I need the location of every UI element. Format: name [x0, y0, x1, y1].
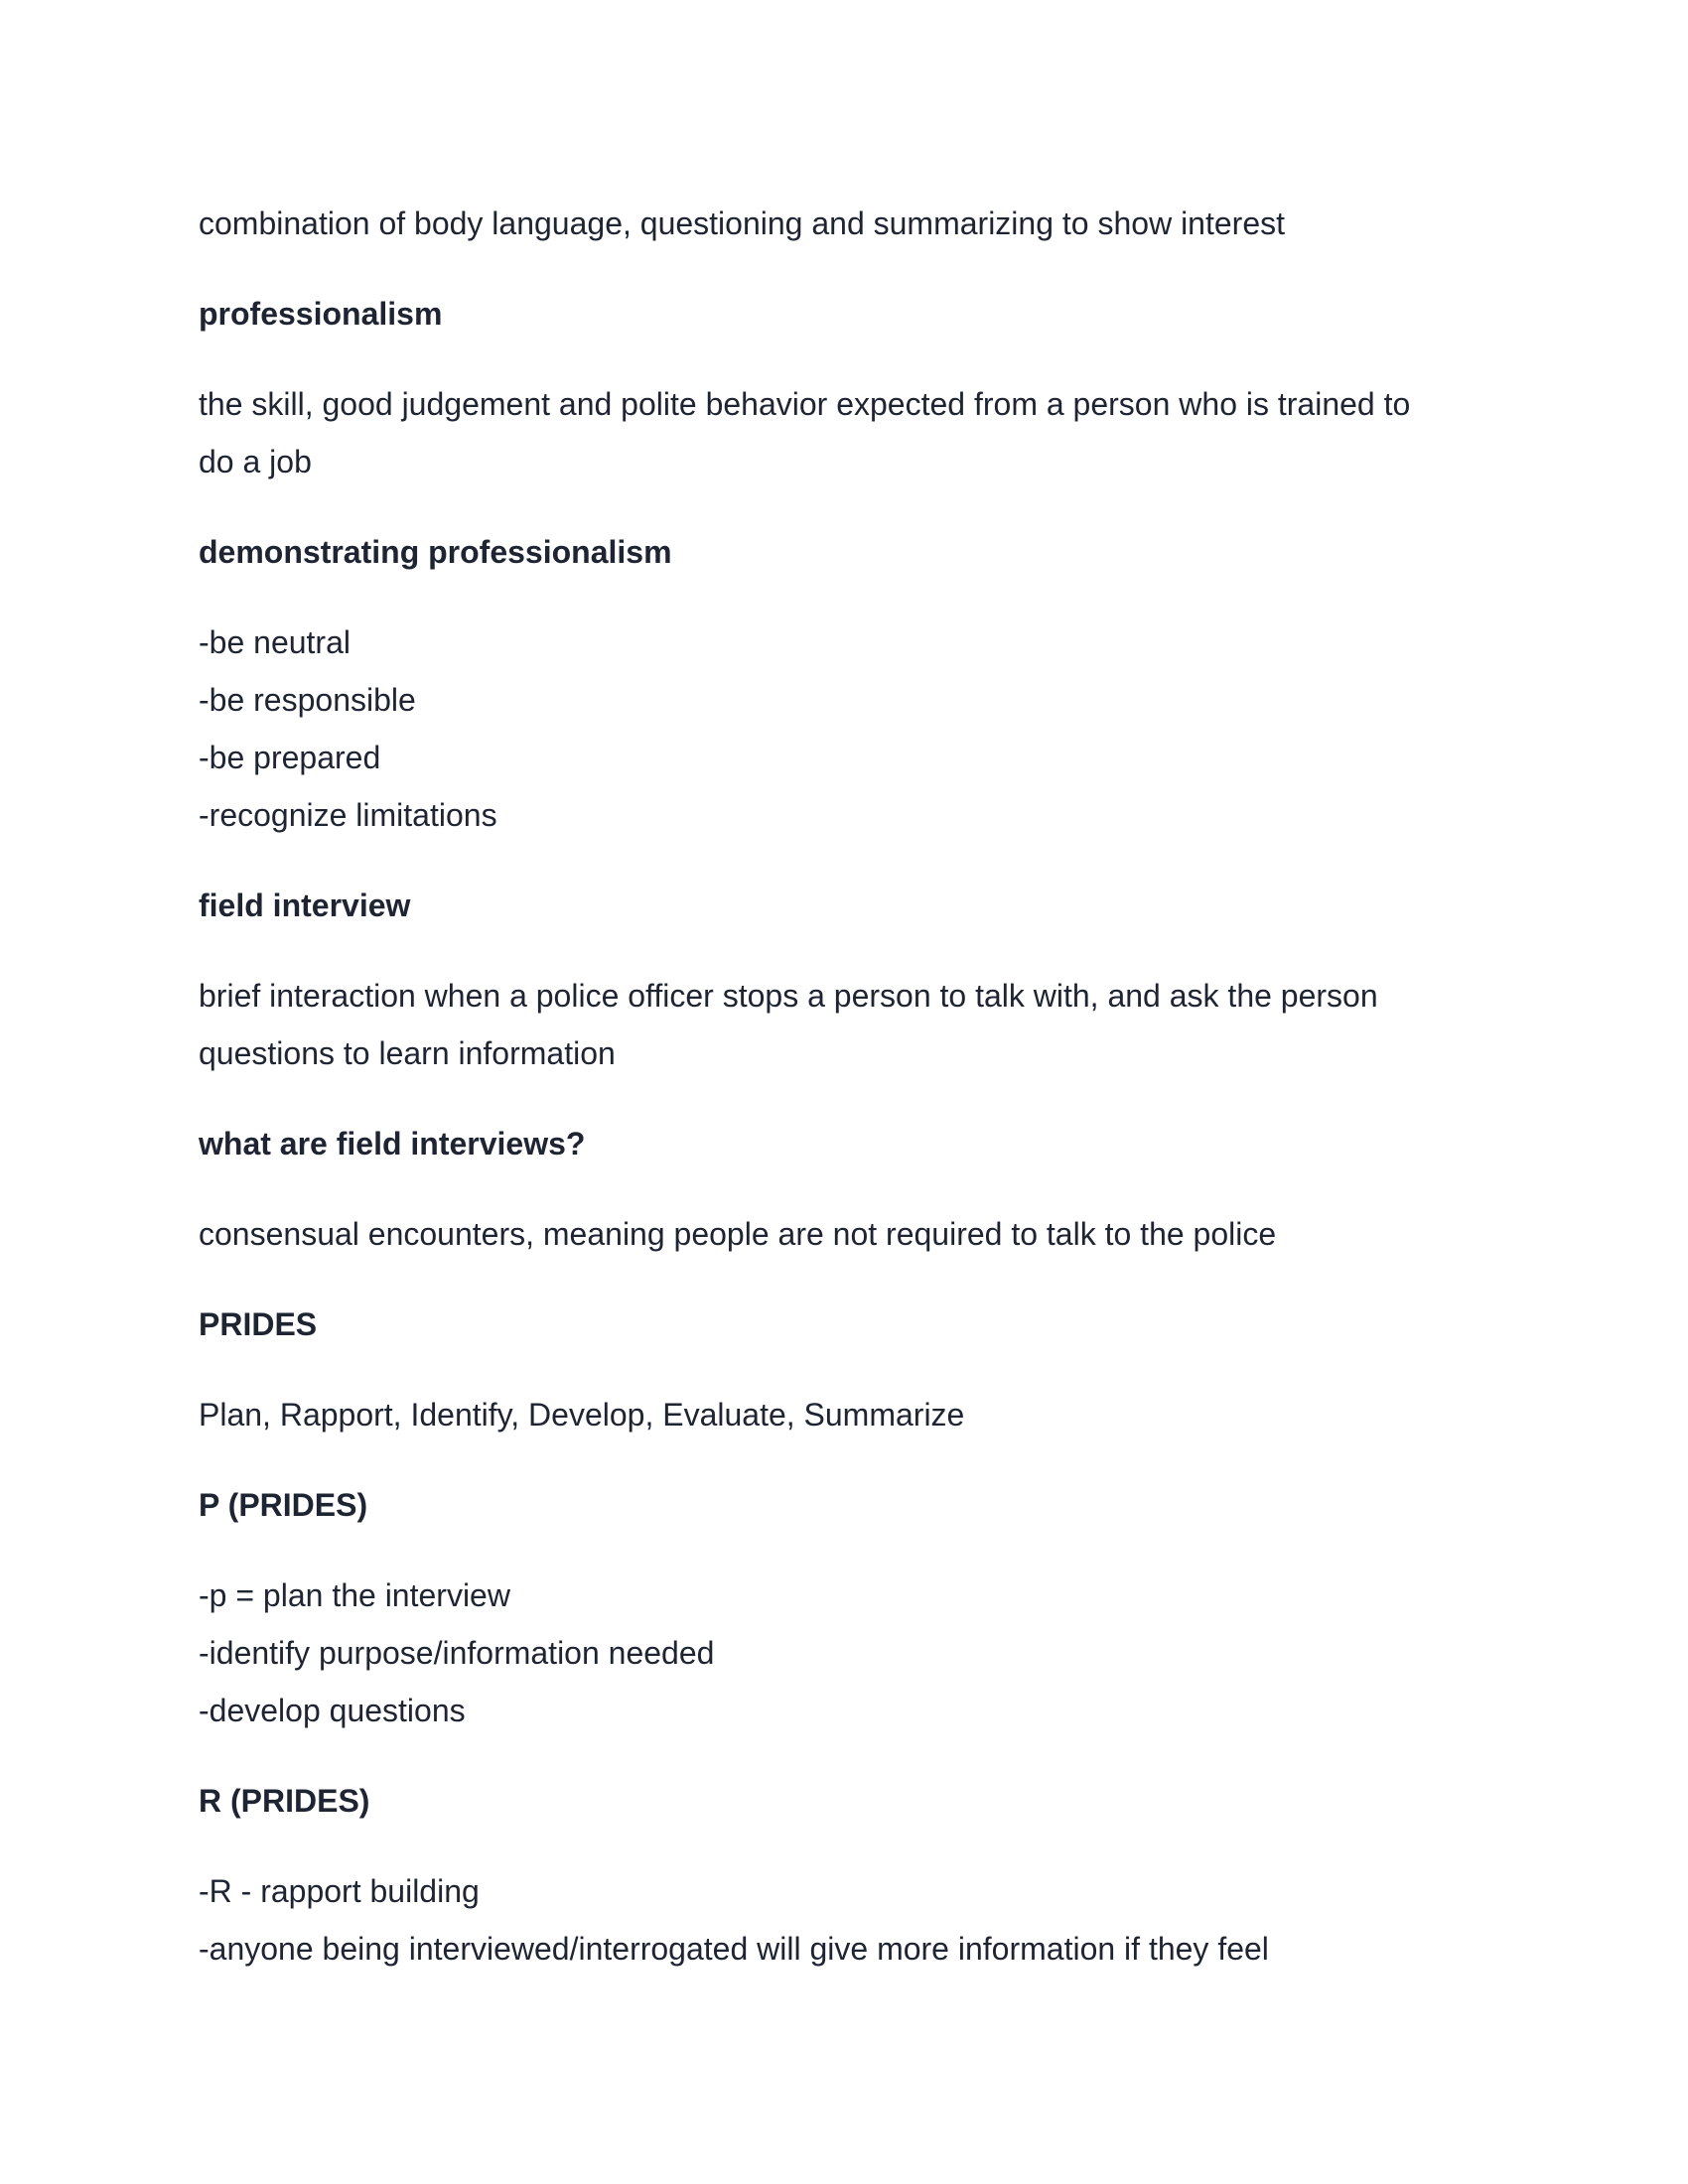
definition-line: -p = plan the interview [199, 1577, 510, 1613]
definition-block [199, 1567, 1489, 1739]
definition-line: -be responsible [199, 682, 416, 718]
definition-line: do a job [199, 444, 312, 479]
term-heading: R (PRIDES) [199, 1783, 370, 1819]
definition-block [199, 195, 1489, 252]
definition-line: combination of body language, questioning and summarizing to show interest [199, 205, 1285, 241]
definition-line: -R - rapport building [199, 1873, 480, 1909]
definition-line: consensual encounters, meaning people are not required to talk to the police [199, 1216, 1277, 1252]
definition-block [199, 1205, 1489, 1263]
term-heading: demonstrating professionalism [199, 534, 672, 570]
definition-block [199, 1386, 1489, 1443]
definition-line: brief interaction when a police officer stops a person to talk with, and ask the person [199, 978, 1378, 1014]
term-heading: P (PRIDES) [199, 1487, 368, 1523]
definition-line: -be neutral [199, 624, 351, 660]
definition-line: -develop questions [199, 1693, 466, 1728]
definition-line: -be prepared [199, 740, 381, 775]
term-heading: what are field interviews? [199, 1126, 586, 1161]
definition-line: questions to learn information [199, 1035, 616, 1071]
definition-line: -recognize limitations [199, 797, 497, 833]
flashcard-content [199, 195, 1489, 2010]
definition-block [199, 1862, 1489, 1978]
term-heading: field interview [199, 887, 411, 923]
definition-line: -identify purpose/information needed [199, 1635, 715, 1671]
definition-line: the skill, good judgement and polite behavior expected from a person who is trained to [199, 386, 1411, 422]
definition-line: -anyone being interviewed/interrogated will give more information if they feel [199, 1931, 1269, 1967]
term-heading: professionalism [199, 296, 443, 332]
definition-line: Plan, Rapport, Identify, Develop, Evaluate, Summarize [199, 1397, 965, 1433]
definition-block [199, 967, 1489, 1082]
term-heading: PRIDES [199, 1306, 318, 1342]
definition-block [199, 375, 1489, 490]
definition-block [199, 614, 1489, 844]
